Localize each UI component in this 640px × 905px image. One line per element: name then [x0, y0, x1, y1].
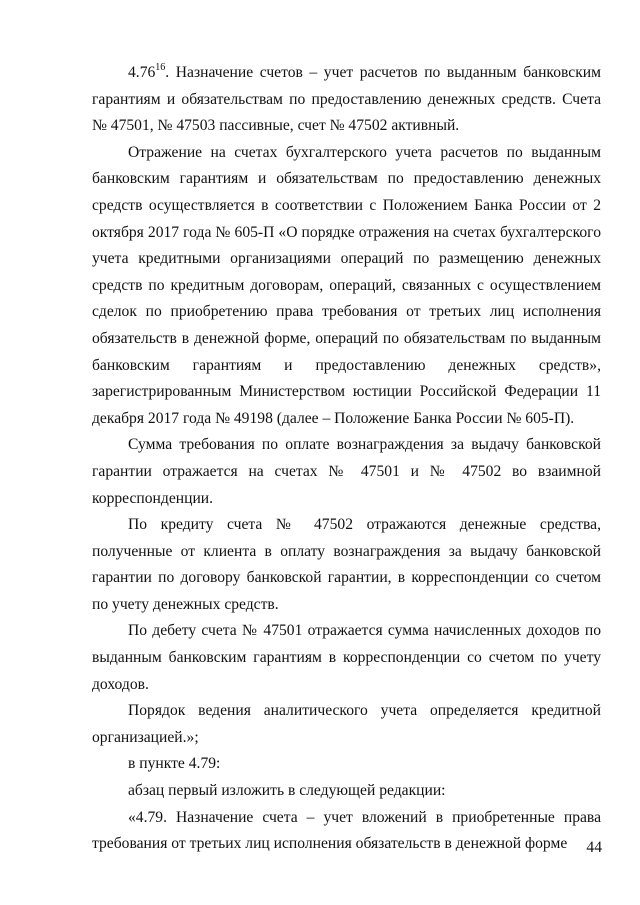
- document-body: [92, 60, 601, 858]
- paragraph-debit-47501: По дебету счета № 47501 отражается сумма начисленных доходов по выданным банковским гарантиям в корреспонденции со счетом по учету доходов.: [92, 622, 601, 693]
- paragraph-claim-amount: Сумма требования по оплате вознаграждения за выдачу банковской гарантии отражается на счетах № 47501 и № 47502 во взаимной корреспонденции.: [92, 436, 601, 507]
- paragraph-first-paragraph-edit: абзац первый изложить в следующей редакции:: [128, 782, 446, 800]
- paragraph-credit-47502: По кредиту счета № 47502 отражаются денежные средства, полученные от клиента в оплату вознаграждения за выдачу банковской гарантии по договору банковской гарантии, в корреспонденции со счетом по учету денежных средств.: [92, 516, 601, 613]
- clause-number: 4.76: [128, 64, 156, 81]
- paragraph-reflection: Отражение на счетах бухгалтерского учета расчетов по выданным банковским гарантиям и обязательствам по предоставлению денежных средств осуществляется в соответствии с Положением Банка России от 2 октября 2017 года № 605-П «О порядке отражения на счетах бухгалтерского учета кредитными организациями операций по размещению денежных средств по кредитным договорам, операций, связанных с осуществлением сделок по приобретению права требования от третьих лиц исполнения обязательств в денежной форме, операций по обязательствам по выданным банковским гарантиям и предоставлению денежных средств», зарегистрированным Министерством юстиции Российской Федерации 11 декабря 2017 года № 49198 (далее – Положение Банка России № 605-П).: [92, 143, 601, 427]
- paragraph-text: . Назначение счетов – учет расчетов по выданным банковским гарантиям и обязательствам по предоставлению денежных средств. Счета № 47501, № 47503 пассивные, счет № 47502 активный.: [92, 64, 601, 135]
- page-number: 44: [586, 839, 602, 856]
- paragraph-4-76: [92, 60, 601, 140]
- paragraph-point-4-79: в пункте 4.79:: [128, 755, 221, 773]
- paragraph-4-79-purpose: «4.79. Назначение счета – учет вложений в приобретенные права требования от третьих лиц исполнения обязательств в денежной форме: [92, 808, 601, 853]
- paragraph-analytical-accounting: Порядок ведения аналитического учета определяется кредитной организацией.»;: [92, 702, 601, 746]
- footnote-marker: 16: [155, 61, 166, 73]
